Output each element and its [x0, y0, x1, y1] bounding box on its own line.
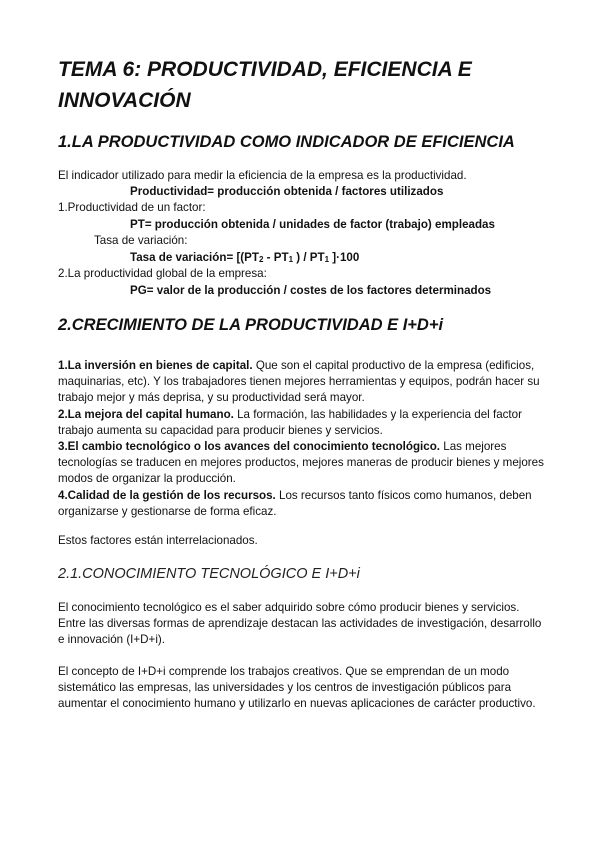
factor-title: 4.Calidad de la gestión de los recursos. [58, 488, 276, 502]
tasa-sub: 1 [324, 255, 330, 264]
item-productividad-global: 2.La productividad global de la empresa: [58, 267, 267, 280]
tasa-part: ]·100 [329, 251, 360, 264]
factor-text: La formación, las habilidades y la experiencia del factor trabajo aumenta su capacidad para producir bienes y servicios. [58, 407, 522, 437]
tasa-part: Tasa de variación= [(PT [130, 251, 259, 264]
factor-title: 3.El cambio tecnológico o los avances del conocimiento tecnológico. [58, 440, 441, 454]
paragraph-conocimiento: El conocimiento tecnológico es el saber adquirido sobre cómo producir bienes y servicios. Entre las diversas formas de aprendizaje destacan las actividades de investigación, desarrollo e innovación (I+D+i). [58, 601, 542, 647]
factor-item [58, 407, 548, 439]
factors-list [58, 358, 548, 520]
formula-pg: PG= valor de la producción / costes de los factores determinados [130, 284, 492, 297]
tasa-part: - PT [263, 251, 289, 264]
factor-title: 1.La inversión en bienes de capital. [58, 359, 253, 372]
factor-item [58, 439, 548, 488]
factor-text: Los recursos tanto físicos como humanos, deben organizarse y gestionarse de forma eficaz. [58, 488, 532, 518]
formula-productividad: Productividad= producción obtenida / factores utilizados [130, 185, 444, 198]
tasa-label: Tasa de variación: [94, 234, 188, 247]
section1-intro: El indicador utilizado para medir la eficiencia de la empresa es la productividad. [58, 169, 467, 182]
formula-pt: PT= producción obtenida / unidades de factor (trabajo) empleadas [130, 218, 495, 231]
subsection-heading: 2.1.CONOCIMIENTO TECNOLÓGICO E I+D+i [58, 566, 360, 582]
factors-note: Estos factores están interrelacionados. [58, 534, 258, 547]
tasa-sub: 1 [288, 255, 294, 264]
formula-tasa-variacion [130, 250, 359, 267]
factor-item [58, 488, 548, 520]
item-productividad-factor: 1.Productividad de un factor: [58, 201, 206, 214]
section1-heading: 1.LA PRODUCTIVIDAD COMO INDICADOR DE EFICIENCIA [58, 133, 515, 151]
tasa-sub: 2 [258, 255, 264, 264]
tasa-part: ) / PT [293, 251, 325, 264]
factor-title: 2.La mejora del capital humano. [58, 407, 234, 421]
factor-text: Las mejores tecnologías se traducen en mejores productos, mejores maneras de producir bienes y mejores modos de organizar la producción. [58, 440, 544, 486]
section2-heading: 2.CRECIMIENTO DE LA PRODUCTIVIDAD E I+D+i [58, 316, 444, 334]
document-title: TEMA 6: PRODUCTIVIDAD, EFICIENCIA E INNOVACIÓN [58, 58, 472, 112]
paragraph-idi: El concepto de I+D+i comprende los trabajos creativos. Que se emprendan de un modo sistemático las empresas, las universidades y los centros de investigación públicos para aumentar el conocimiento humano y utilizarlo en nuevas aplicaciones de carácter productivo. [58, 665, 536, 711]
factor-item [58, 358, 548, 407]
factor-text: Que son el capital productivo de la empresa (edificios, maquinarias, etc). Y los trabajadores tienen mejores herramientas y equipos, podrán hacer su trabajo mejor y más deprisa, y su productividad será mayor. [58, 359, 540, 405]
